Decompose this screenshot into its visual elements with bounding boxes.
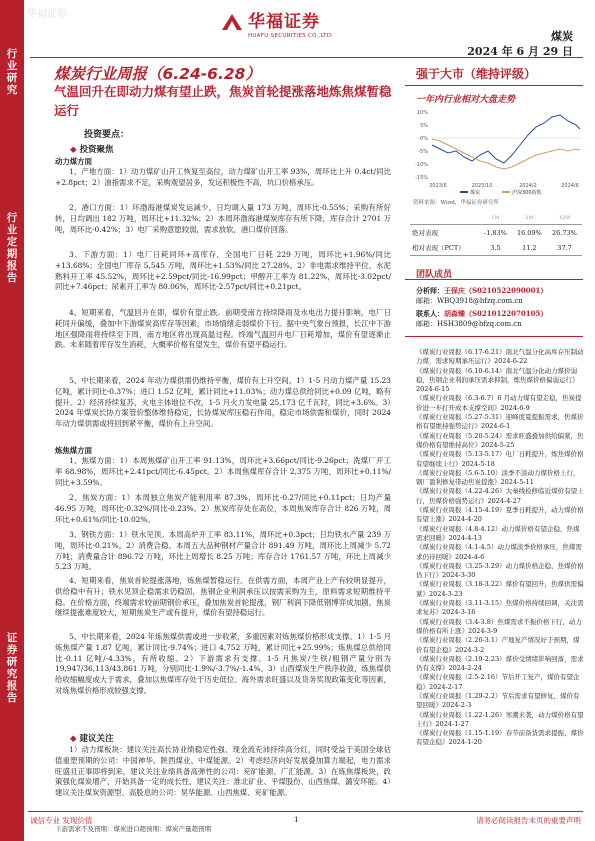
report-category: 煤炭 [551, 30, 573, 43]
chart-title: 一年内行业相对大盘走势 [416, 95, 516, 105]
analyst-1: 分析师：王保庆（S0210522090001） 邮箱：WBQ3918@hfzq.com.cn [416, 286, 548, 305]
list-item[interactable]: 《煤炭行业周报（4.22-4.26）大秦线检修临近煤价有望上行，焦煤价格强势运行》2024-4-27 [416, 487, 584, 505]
report-date: 2024 年 6 月 29 日 [467, 45, 573, 58]
watermark: 华福证券 [27, 9, 67, 20]
list-item[interactable]: 《煤炭行业周报（5.27-5.31）迎峰度夏提振需求，焦煤价格有望维持强势运行》2024-6-1 [416, 413, 584, 431]
list-item[interactable]: 《煤炭行业周报（4.1-4.5）动力煤淡季价格承压，焦煤需求仍待回暖》2024-4-6 [416, 543, 582, 561]
list-item[interactable]: 《煤炭行业周报（6.3-6.7）6 月动力煤有望走稳，焦炭提价进一步打开成本支撑空间》2024-6-9 [416, 394, 582, 412]
list-item[interactable]: 《煤炭行业周报（1.15-1.19）春节前备货需求提振，煤价有望企稳》2024-1-20 [416, 729, 584, 747]
list-item[interactable]: 《煤炭行业周报（6.10-6.14）南北气温分化动力煤价弱稳，焦钢企业利润承压需求抑制，炼焦煤价格偏弱运行》2024-6-15 [416, 366, 579, 394]
x-tick: 2023/10 [471, 183, 493, 189]
y-tick: 5% [420, 123, 428, 129]
bullet-icon: ◆ [70, 145, 77, 155]
list-item[interactable]: 《煤炭行业周报（2.26-3.1）产地复产情况好于预期，煤价有望企稳》2024-3-2 [416, 636, 580, 654]
header-divider [30, 57, 583, 58]
para-coke: 2、焦炭方面：1）本周独立焦炭产能利用率 87.3%，周环比-0.27/同比+0.11pct；日均产量 46.95 万吨，周环比-0.32%/同比-0.23%。2）焦炭库存处在高位，本周焦炭库存合计 826 万吨，周环比+0.61%/同比-10.02%。 [55, 493, 391, 524]
section-focus: ◆ 投资聚焦 [70, 145, 114, 155]
y-tick: 0% [420, 136, 428, 142]
bullet-icon: ◆ [70, 734, 77, 744]
x-tick: 2024/2 [519, 183, 537, 189]
table-row: 相对表现（PCT） 3.5 11.2 37.7 [410, 240, 582, 256]
list-item[interactable]: 《煤炭行业周报（2.5-2.16）节后开工复产，煤价有望企稳》2024-2-17 [416, 673, 580, 691]
para-production: 1、产地方面：1）动力煤矿山开工恢复至高位，动力煤矿山开工率 93%，周环比上升 0.4ct/同比+2.8pct；2）油指需求不足，采购观望居多，发运积极性不高，坑口价格承压。 [55, 167, 391, 187]
related-reports [416, 348, 584, 748]
list-item[interactable]: 《煤炭行业周报（4.15-4.19）夏季日耗提升，动力煤价格有望上涨》2024-4-20 [416, 506, 584, 524]
x-tick: 2023/6 [429, 183, 447, 189]
points-label: 投资要点： [84, 130, 130, 140]
y-tick: -15% [415, 175, 428, 181]
side-bar [0, 0, 24, 841]
list-item[interactable]: 《煤炭行业周报（1.29-2.2）节后需求有望修复，煤价有望回暖》2024-2-3 [416, 691, 580, 710]
rating-divider [405, 85, 583, 86]
para-coking-short: 4、短期来看，焦炭首轮提涨落地，炼焦煤暂稳运行。在供需方面，本周产业上产有较明显提升，供给稳中有升；铁水见顶企稳需求仍稳固，焦钢企业利润承压以按需采购为主，原料需求短期维持平稳。在价格方面，终端需求较前期钢价承压，叠加焦炭首轮提涨，钢厂利润下降低钢博弈成加剧，焦炭继续提涨难度较大，短期焦炭生产或有提升，煤价有望持稳运行。 [55, 576, 391, 618]
footer-disclaimer: 请务必阅读报告末页的重要声明 [476, 816, 581, 825]
para-port: 2、港口方面：1）环渤海港煤炭发运减少，日均调入量 173 万吨，周环比-0.55%；采购有所好转，日均调出 182 万吨，周环比+11.32%；2）本周环渤海港煤炭库存有所下降，库存合计 2701 万吨，周环比-0.42%；3）电厂采购意愿较弱，需求放软，港口煤价回落。 [55, 203, 391, 234]
list-item[interactable]: 《煤炭行业周报（4.8-4.12）动力煤价格有望企稳，焦煤需求回暖》2024-4-13 [416, 524, 580, 542]
team-divider [405, 279, 583, 280]
report-title: 煤炭行业周报（6.24-6.28） [54, 65, 261, 83]
coking-coal-heading: 炼焦煤方面 [55, 446, 92, 455]
footer-divider [28, 811, 583, 812]
list-item[interactable]: 《煤炭行业周报（5.20-5.24）需求旺盛叠加供给偏紧，焦煤价格有望维持高位》2024-5-25 [416, 431, 584, 449]
chart-source: 资料来源：Wind，华福证券研究所 [413, 200, 499, 206]
thermal-coal-heading: 动力煤方面 [55, 157, 92, 166]
analyst-email[interactable]: 邮箱：HSH3809@hfzq.com.cn [416, 320, 522, 328]
reports-divider [405, 336, 583, 337]
x-tick: 2024/6 [561, 183, 579, 189]
list-item[interactable]: 《煤炭行业周报（5.13-5.17）电厂日耗提升，炼焦煤价格有望继续上行》2024-5-18 [416, 450, 584, 468]
para-coking-coal: 1、焦煤方面：1）本周焦煤矿山开工率 91.13%，周环比+3.66pct/同比-9.26pct；洗煤厂开工率 68.98%，周环比+2.41pct/同比-6.45pct。2）本周焦煤库存合计 2,375 万吨，周环比+0.11%/同比+3.59%。 [55, 456, 391, 487]
para-short-term: 4、短期来看，气温回升在即，煤价有望止跌。前期受南方持续降雨及水电出力提升影响，电厂日耗同升偏缓，叠加中下游煤炭高库存等因素，市场情绪走弱煤价下行。据中央气象台预报，长江中下游地区强降雨将持续至下周，南方地区将出现高温过程。终端气温回升电厂日耗增加，煤价有望逐渐止跌。未来随着库存发生消耗，大概率价格有望发生，煤价有望平稳运行。 [55, 308, 391, 350]
side-label-top: 行业研究 [6, 48, 18, 96]
logo-icon [220, 12, 244, 32]
footer-slogan: 诚信专业 发现价值 [30, 816, 93, 825]
list-item[interactable]: 《煤炭行业周报（3.18-3.22）煤价有望回升，焦煤供需偏紧》2024-3-23 [416, 580, 584, 598]
page-number: 1 [294, 815, 299, 824]
list-item[interactable]: 《煤炭行业周报（3.11-3.15）焦煤价格持续回调，关注需求复苏》2024-3-16 [416, 599, 584, 617]
legend-coal: 煤炭 [470, 190, 481, 196]
report-subtitle: 气温回升在即动力煤有望止跌，焦炭首轮提涨落地炼焦煤暂稳运行 [54, 84, 392, 118]
analyst-email[interactable]: 邮箱：WBQ3918@hfzq.com.cn [416, 297, 523, 305]
analyst-2: 联系人：胡森臻（S0210122070105） 邮箱：HSH3809@hfzq.com.cn [416, 309, 548, 328]
table-header-row: 1M 3M 12M [410, 212, 582, 225]
side-label-bottom: 证券研究报告 [6, 632, 18, 704]
legend-csi300: 沪深300指数 [512, 190, 542, 196]
y-tick: -10% [415, 162, 428, 168]
risk-note: 下游需求不及预期：煤炭进口超预期：煤炭产量超预期 [55, 825, 211, 833]
list-item[interactable]: 《煤炭行业周报（3.25-3.29）动力煤价格企稳，焦煤价格仍下行》2024-3-30 [416, 561, 584, 580]
list-item[interactable]: 《煤炭行业周报（2.19-2.23）煤价受情绪影响回落，需求仍有支撑》2024-2-24 [416, 654, 584, 673]
legend-swatch-csi300 [502, 191, 510, 193]
list-item[interactable]: 《煤炭行业周报（5.6-5.10）淡季不淡动力煤价格上行，钢厂盈利修复带动焦炭提涨》2024-5-11 [416, 468, 580, 487]
para-recommend: 1）动力煤板块：建议关注高长协业绩稳定性强、现金流充沛持续高分红，同时受益于美国全球估值重塑预期的公司：中国神华、陕西煤业、中煤能源。2）考虑经济向好发展叠加算力端起，电力需求旺盛且正事即将到来，建议关注业绩具备高弹性的公司：兖矿能源、广汇能源。3）在炼焦煤板块，政策强化煤炭增产，开始具备一定的成长性，建议关注：淮北矿业、平煤股份、山西焦煤、潞安环能。4）建议关注煤炭资源型、高股息的公司：昊华能源、山西焦煤、兖矿能源。 [55, 745, 391, 798]
legend-swatch-coal [460, 191, 468, 193]
company-logo [220, 12, 333, 39]
y-tick: 10% [416, 110, 428, 116]
para-coking-long: 5、中长期来看，2024 年炼焦煤供需或进一步收紧，多重因素对炼焦煤价格形成支撑。1）1-5 月炼焦煤产量 1.87 亿吨，累计同比-9.74%；进口 4,752 万吨，累计同比+25.99%；炼焦煤总供给同比-0.11 亿吨/-4.33%，有所收缩。2）下游需求有支撑。1-5 月焦炭/生铁/粗钢产量分别为 19,947/36,113/43,861 万吨，分别同比-1.9%/-3.7%/-1.4%。3）山西煤炭生产秩序收敛，炼焦煤供给收缩幅度或大于需求，叠加以焦煤库存处于历史低位、海外需求旺盛以及货务奖现政策变化等因素，对炼焦煤价格形成较强支撑。 [55, 632, 391, 695]
side-label-mid: 行业定期报告 [6, 212, 18, 284]
series-csi300-line [432, 139, 580, 169]
list-item[interactable]: 《煤炭行业周报（3.4-3.8）焦煤需求不振价格下行，动力煤价格有所上涨》2024-3-9 [416, 617, 582, 635]
relative-performance-chart [410, 105, 584, 201]
list-item[interactable]: 《煤炭行业周报（6.17-6.21）南北气温分化高库存压制动力煤，需求短期承压运行》2024-6-22 [416, 348, 584, 366]
logo-cn: 华福证券 [248, 12, 320, 32]
y-tick: -5% [418, 149, 428, 155]
table-row: 绝对表现 -1.83% 16.09% 26.73% [412, 228, 577, 237]
section-recommend: ◆ 建议关注 [70, 734, 114, 744]
para-steel: 3、钢铁方面：1）铁水见顶。本周高炉开工率 83.11%，周环比+0.3pct；日均铁水产量 239 万吨，周环比-0.21%。2）消费合稳。本周五大品种钢材产量合计 891.49 万吨，周环比上周减少 5.72 万吨；消费量合计 896.72 万吨，环比上周增长 8.25 万吨；库存合计 1761.57 万吨，环比上周减少 5.23 万吨。 [55, 530, 391, 572]
performance-table [410, 212, 582, 256]
para-long-term: 5、中长期来看，2024 年动力煤供需仍维持平衡，煤价有上升空间。1）1-5 月动力煤产量 15.23 亿吨，累计同比-0.37%；进口 1.52 亿吨，累计同比+11.03%；动力煤总供给同比+0.09 亿吨，略有提升。2）经济持续复苏，火电主体地位不改，1-5 月火力发电量 25,173 亿千瓦时，同比+3.6%。3）2024 年煤炭长协方案管价整体维持稳定，长协煤炭库压稳石作用，稳定市场供需和煤价，同时 2024 年动力煤供需或将回到紧平衡，煤价有上升空间。 [55, 376, 391, 429]
industry-rating: 强于大市（维持评级） [416, 67, 537, 81]
team-heading: 团队成员 [416, 270, 453, 280]
list-item[interactable]: 《煤炭行业周报（1.22-1.26）寒潮来袭，动力煤价格有望上行》2024-1-27 [416, 710, 584, 728]
series-coal-line [432, 115, 580, 163]
logo-en: HUAFU SECURITIES CO.,LTD. [248, 33, 334, 39]
para-downstream: 3、下游方面：1）电厂日耗同环+高库存，全国电厂日耗 229 万吨，周环比+1.96%/同比+13.68%；全国电厂库存 5,545 万吨，周环比+1.53%/同比 27.28%。2）非电需求维持平位，水泥熟料开工率 45.52%，周环比+2.59pct/同比-16.99pct；甲醇开工率为 81.22%，周环比-3.02pct/同比+7.46pct；尿素开工率为 80.06%，周环比-2.57pct/同比+0.21pct。 [55, 250, 391, 292]
